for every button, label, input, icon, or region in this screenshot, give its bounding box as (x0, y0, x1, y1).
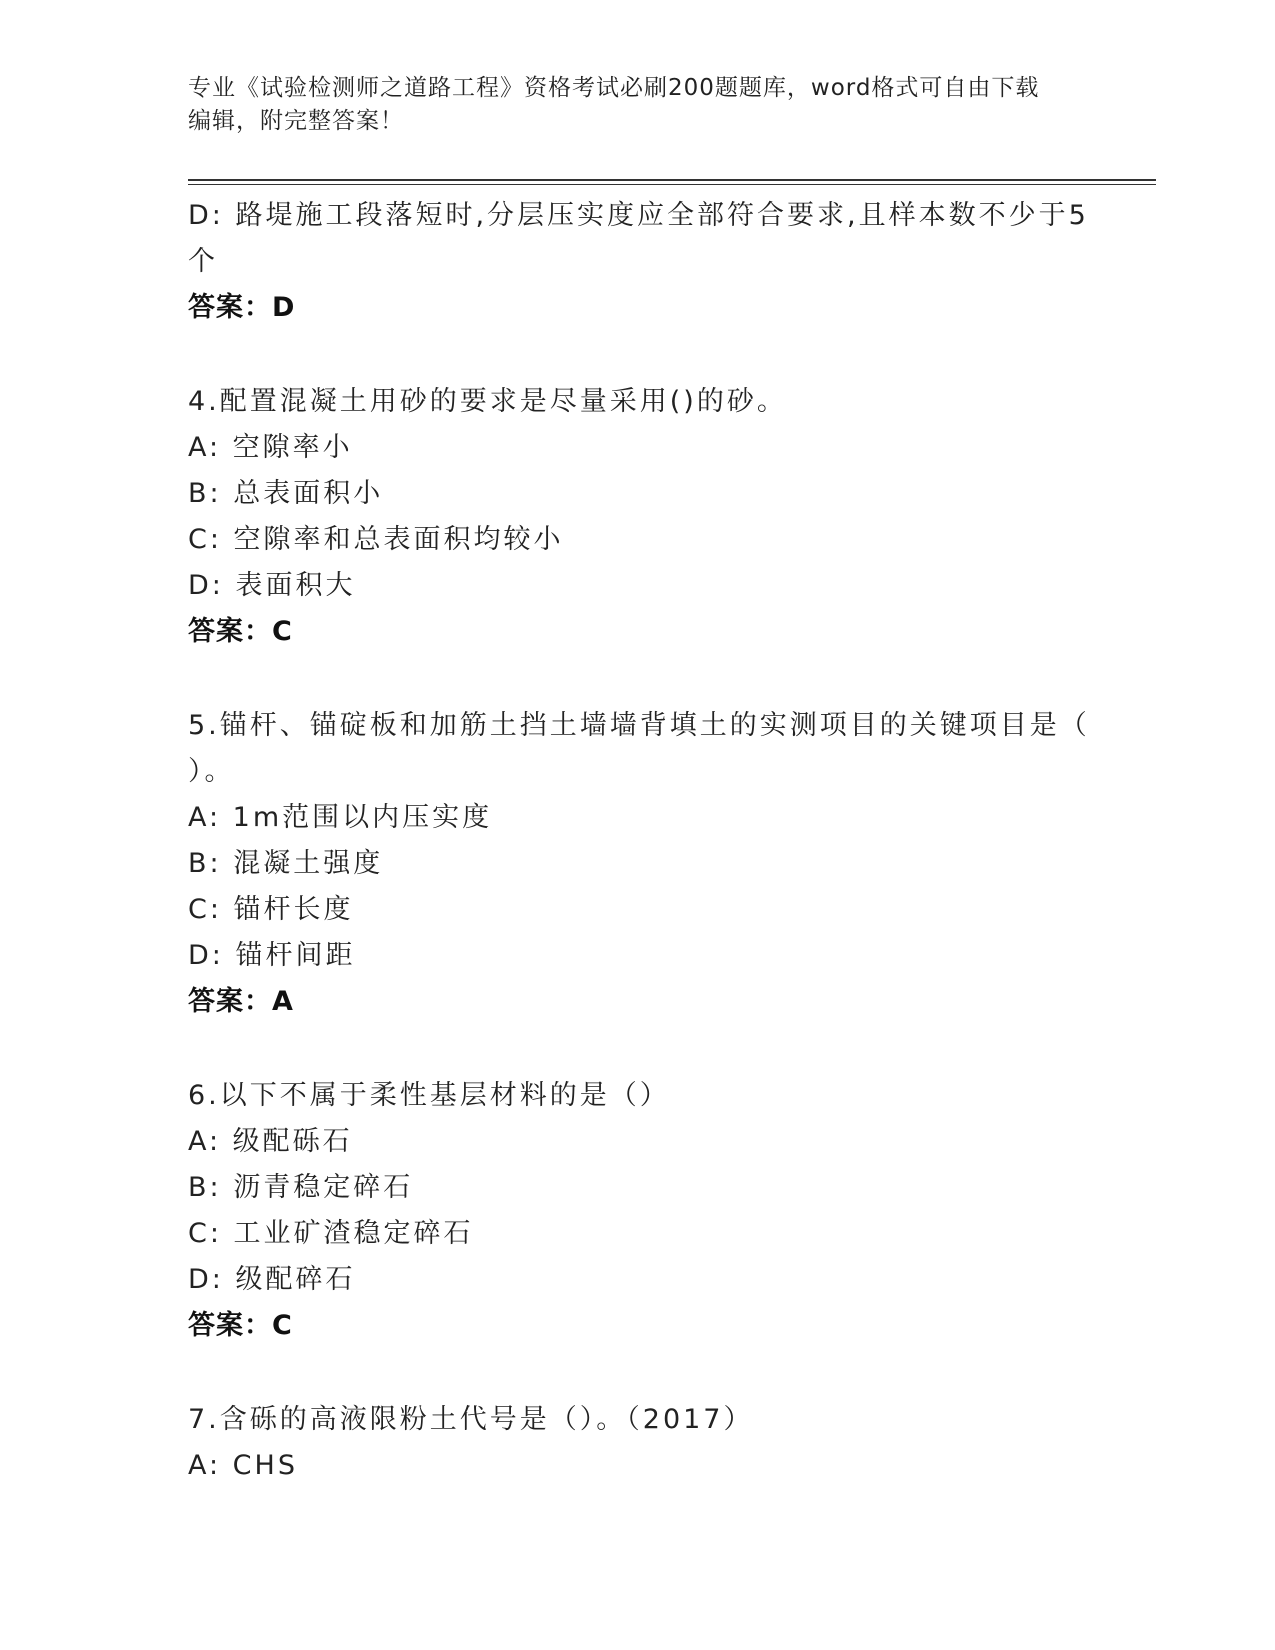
header-divider-thin (188, 184, 1156, 185)
question-text: 7.含砾的高液限粉土代号是（）。（2017） (188, 1404, 754, 1435)
option-a: A: 空隙率小 (188, 432, 353, 463)
spacer (188, 1349, 1088, 1397)
spacer (188, 331, 1088, 379)
option-c: C: 空隙率和总表面积均较小 (188, 524, 564, 555)
question-block-4 (188, 379, 1088, 655)
option-d: D: 锚杆间距 (188, 940, 356, 971)
question-text-line-1: 5.锚杆、锚碇板和加筋土挡土墙墙背填土的实测项目的关键项目是（ (188, 710, 1090, 741)
option-b: B: 沥青稳定碎石 (188, 1172, 414, 1203)
option-a: A: CHS (188, 1450, 298, 1481)
option-b: B: 混凝土强度 (188, 848, 384, 879)
answer-label: 答案：A (188, 986, 294, 1017)
option-d: D: 级配碎石 (188, 1264, 356, 1295)
document-header (188, 72, 1088, 138)
header-divider-thick (188, 179, 1156, 181)
question-block-3 (188, 193, 1088, 331)
question-block-7 (188, 1397, 1088, 1489)
question-block-5 (188, 703, 1088, 1025)
answer-label: 答案：C (188, 1310, 293, 1341)
spacer (188, 1025, 1088, 1073)
question-block-6 (188, 1073, 1088, 1349)
header-title-line-2: 编辑，附完整答案！ (188, 108, 404, 134)
option-d: D: 表面积大 (188, 570, 356, 601)
question-list (188, 193, 1088, 1489)
option-a: A: 级配砾石 (188, 1126, 353, 1157)
question-text: 6.以下不属于柔性基层材料的是（） (188, 1080, 670, 1111)
option-b: B: 总表面积小 (188, 478, 384, 509)
question-text: 4.配置混凝土用砂的要求是尽量采用()的砂。 (188, 386, 787, 417)
option-d-line-1: D: 路堤施工段落短时,分层压实度应全部符合要求,且样本数不少于5 (188, 200, 1089, 231)
option-d-line-2: 个 (188, 246, 218, 277)
answer-label: 答案：D (188, 292, 296, 323)
header-title-line-1: 专业《试验检测师之道路工程》资格考试必刷200题题库，word格式可自由下载 (188, 75, 1040, 101)
option-a: A: 1m范围以内压实度 (188, 802, 493, 833)
option-c: C: 锚杆长度 (188, 894, 354, 925)
question-text-line-2: ）。 (188, 756, 235, 787)
answer-label: 答案：C (188, 616, 293, 647)
spacer (188, 655, 1088, 703)
option-c: C: 工业矿渣稳定碎石 (188, 1218, 474, 1249)
